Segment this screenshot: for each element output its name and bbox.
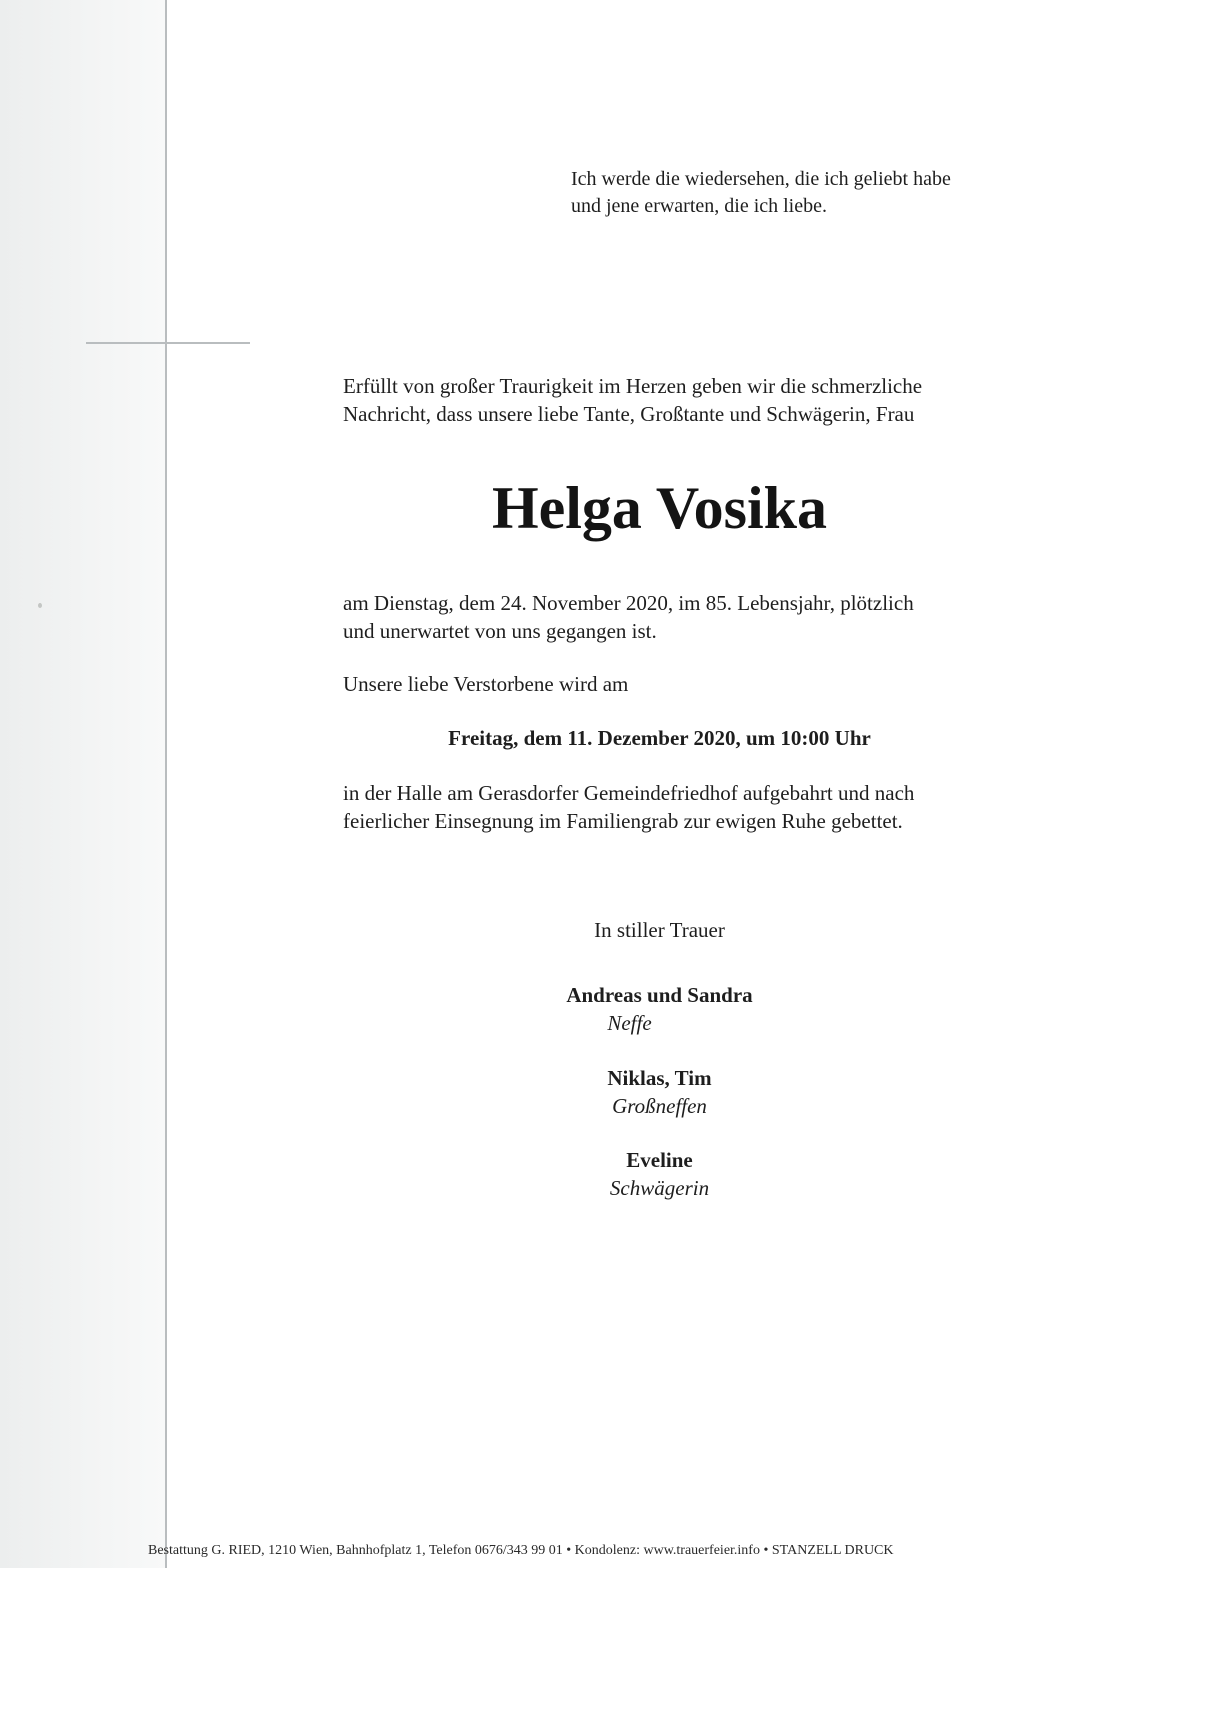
mourner-relation: Großneffen <box>612 1094 707 1118</box>
service-intro: Unsere liebe Verstorbene wird am <box>343 672 629 696</box>
mourner-name: Niklas, Tim <box>607 1066 712 1090</box>
service-date: Freitag, dem 11. Dezember 2020, um 10:00 Uhr <box>448 726 871 750</box>
death-line-1: am Dienstag, dem 24. November 2020, im 85. Lebensjahr, plötzlich <box>343 591 914 615</box>
death-text <box>343 589 914 645</box>
mourner-name: Eveline <box>626 1148 693 1172</box>
burial-text <box>343 779 914 835</box>
burial-line-1: in der Halle am Gerasdorfer Gemeindefriedhof aufgebahrt und nach <box>343 781 915 805</box>
mourning-label: In stiller Trauer <box>594 918 725 942</box>
mourner-relation: Schwägerin <box>609 1176 710 1200</box>
left-gray-panel <box>0 0 165 1568</box>
footer-imprint: Bestattung G. RIED, 1210 Wien, Bahnhofplatz 1, Telefon 0676/343 99 01 • Kondolenz: www.trauerfeier.info • STANZELL DRUCK <box>148 1543 894 1558</box>
intro-line-1: Erfüllt von großer Traurigkeit im Herzen geben wir die schmerzliche <box>343 374 923 398</box>
burial-line-2: feierlicher Einsegnung im Familiengrab zur ewigen Ruhe gebettet. <box>343 809 903 833</box>
scan-speck <box>38 603 42 608</box>
death-line-2: und unerwartet von uns gegangen ist. <box>343 619 657 643</box>
motto <box>571 166 951 220</box>
cross-vertical-line <box>165 0 167 1568</box>
mourner-name: Andreas und Sandra <box>566 983 753 1007</box>
mourner-entry <box>0 1146 1104 1202</box>
mourner-entry <box>0 981 1104 1037</box>
motto-line-1: Ich werde die wiedersehen, die ich geliebt habe <box>571 168 951 190</box>
intro-text <box>343 372 922 428</box>
deceased-name: Helga Vosika <box>491 475 828 541</box>
cross-horizontal-line <box>86 342 250 344</box>
mourner-relation: Neffe <box>607 1011 652 1035</box>
intro-line-2: Nachricht, dass unsere liebe Tante, Großtante und Schwägerin, Frau <box>343 402 915 426</box>
mourner-entry <box>0 1064 1104 1120</box>
motto-line-2: und jene erwarten, die ich liebe. <box>571 195 827 217</box>
